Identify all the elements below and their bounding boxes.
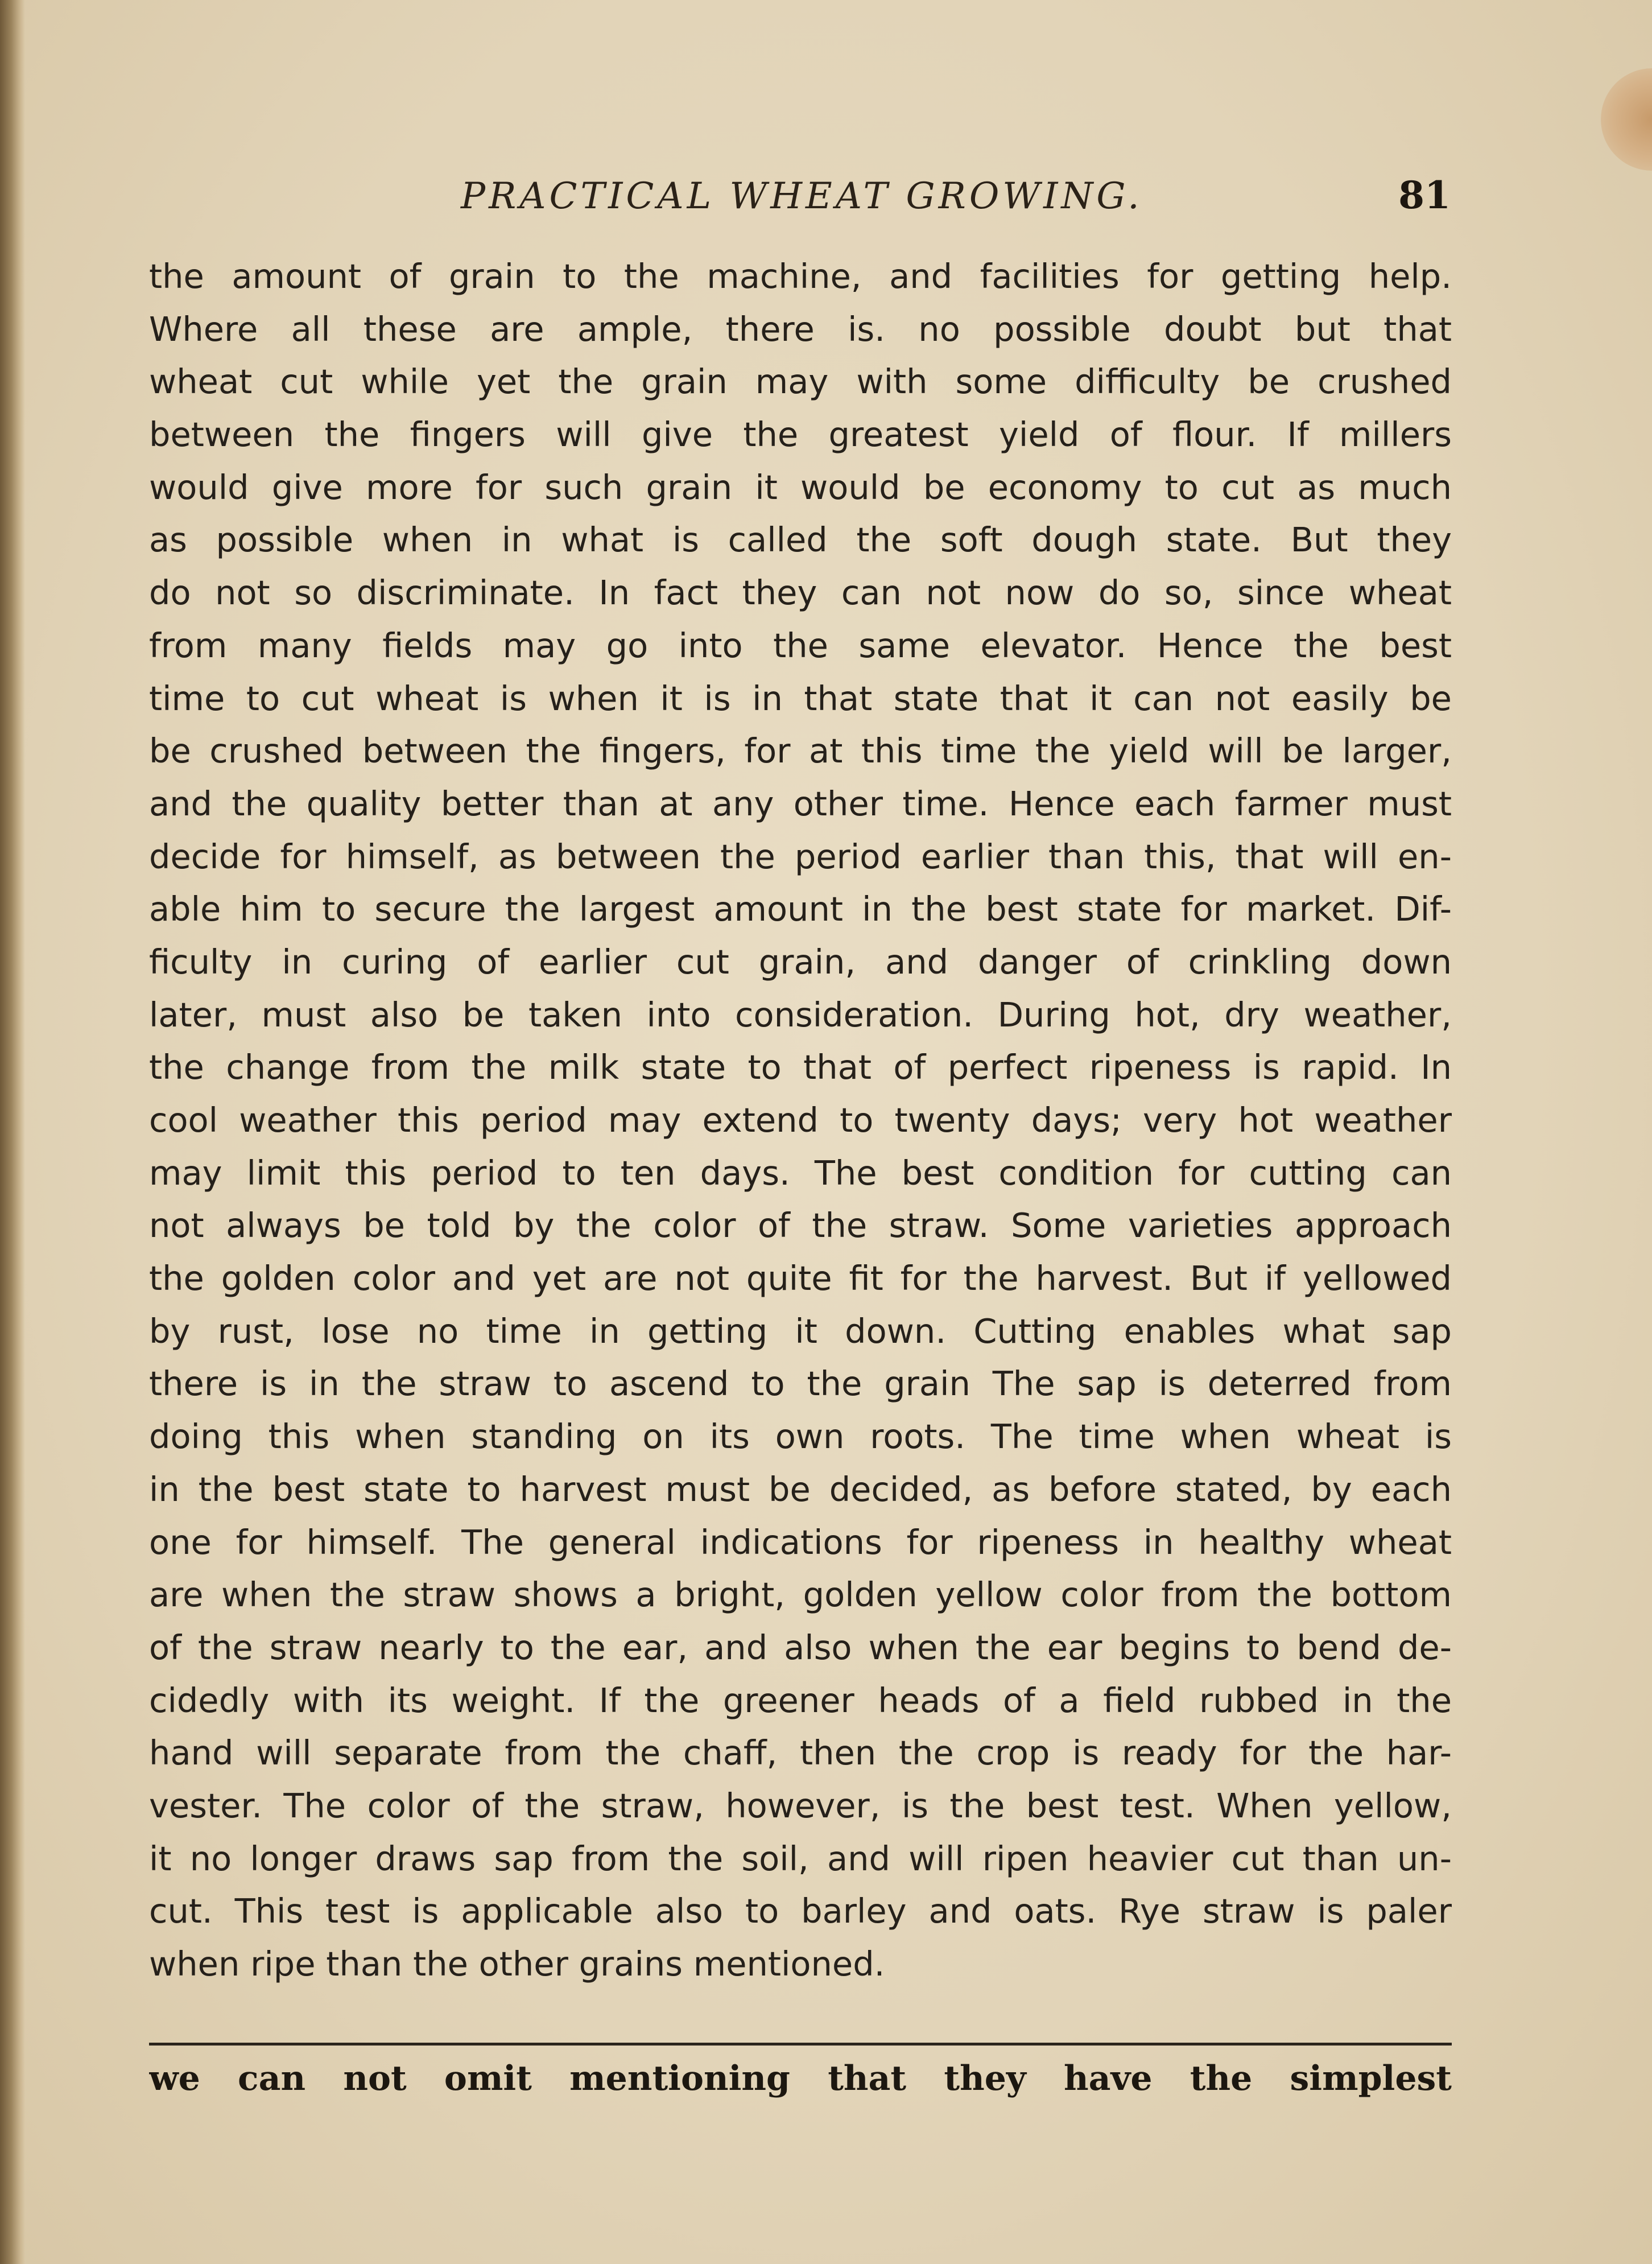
text-line: Where all these are ample, there is. no possible doubt but that — [149, 309, 1452, 349]
text-line: not always be told by the color of the straw. Some varieties approach — [149, 1206, 1452, 1246]
text-line: would give more for such grain it would be economy to cut as much — [149, 467, 1452, 507]
text-line: may limit this period to ten days. The best condition for cutting can — [149, 1153, 1452, 1193]
book-spine-shadow — [0, 0, 25, 2264]
text-line: cidedly with its weight. If the greener heads of a field rubbed in the — [149, 1680, 1452, 1720]
text-line: the golden color and yet are not quite fit for the harvest. But if yellowed — [149, 1259, 1452, 1298]
text-line: cut. This test is applicable also to barley and oats. Rye straw is paler — [149, 1891, 1452, 1931]
horizontal-rule — [149, 2043, 1452, 2046]
text-line: as possible when in what is called the soft dough state. But they — [149, 520, 1452, 560]
text-line: be crushed between the fingers, for at this time the yield will be larger, — [149, 731, 1452, 771]
running-title: PRACTICAL WHEAT GROWING. — [461, 175, 1143, 217]
text-line: decide for himself, as between the period earlier than this, that will en- — [149, 836, 1452, 876]
text-line: there is in the straw to ascend to the grain The sap is deterred from — [149, 1364, 1452, 1404]
running-head — [148, 171, 1451, 233]
text-line: doing this when standing on its own roots. The time when wheat is — [149, 1417, 1452, 1457]
text-line: when ripe than the other grains mentioned. — [149, 1944, 885, 1983]
text-line: it no longer draws sap from the soil, and will ripen heavier cut than un- — [149, 1838, 1452, 1878]
text-line: able him to secure the largest amount in the best state for market. Dif- — [149, 889, 1452, 929]
body-paragraph — [149, 250, 1452, 1991]
text-line: by rust, lose no time in getting it down. Cutting enables what sap — [149, 1311, 1452, 1351]
text-line: from many fields may go into the same elevator. Hence the best — [149, 625, 1452, 665]
text-line: time to cut wheat is when it is in that state that it can not easily be — [149, 678, 1452, 718]
text-line: in the best state to harvest must be decided, as before stated, by each — [149, 1469, 1452, 1509]
page-number: 81 — [1398, 173, 1451, 217]
text-line: between the fingers will give the greatest yield of flour. If millers — [149, 415, 1452, 455]
text-line: vester. The color of the straw, however, is the best test. When yellow, — [149, 1785, 1452, 1825]
text-line: later, must also be taken into consideration. During hot, dry weather, — [149, 995, 1452, 1034]
text-line: one for himself. The general indications for ripeness in healthy wheat — [149, 1522, 1452, 1562]
text-line: hand will separate from the chaff, then the crop is ready for the har- — [149, 1733, 1452, 1773]
text-line: the amount of grain to the machine, and facilities for getting help. — [149, 257, 1452, 296]
next-section-line: we can not omit mentioning that they have the simplest — [149, 2059, 1452, 2098]
text-line: and the quality better than at any other time. Hence each farmer must — [149, 783, 1452, 823]
text-line: are when the straw shows a bright, golden yellow color from the bottom — [149, 1575, 1452, 1615]
text-line: do not so discriminate. In fact they can not now do so, since wheat — [149, 573, 1452, 613]
page-stain — [1601, 68, 1652, 171]
text-line: wheat cut while yet the grain may with some difficulty be crushed — [149, 362, 1452, 402]
text-line: of the straw nearly to the ear, and also when the ear begins to bend de- — [149, 1627, 1452, 1667]
text-line: cool weather this period may extend to twenty days; very hot weather — [149, 1100, 1452, 1140]
text-line: the change from the milk state to that of perfect ripeness is rapid. In — [149, 1048, 1452, 1087]
text-line: ficulty in curing of earlier cut grain, and danger of crinkling down — [149, 942, 1452, 982]
